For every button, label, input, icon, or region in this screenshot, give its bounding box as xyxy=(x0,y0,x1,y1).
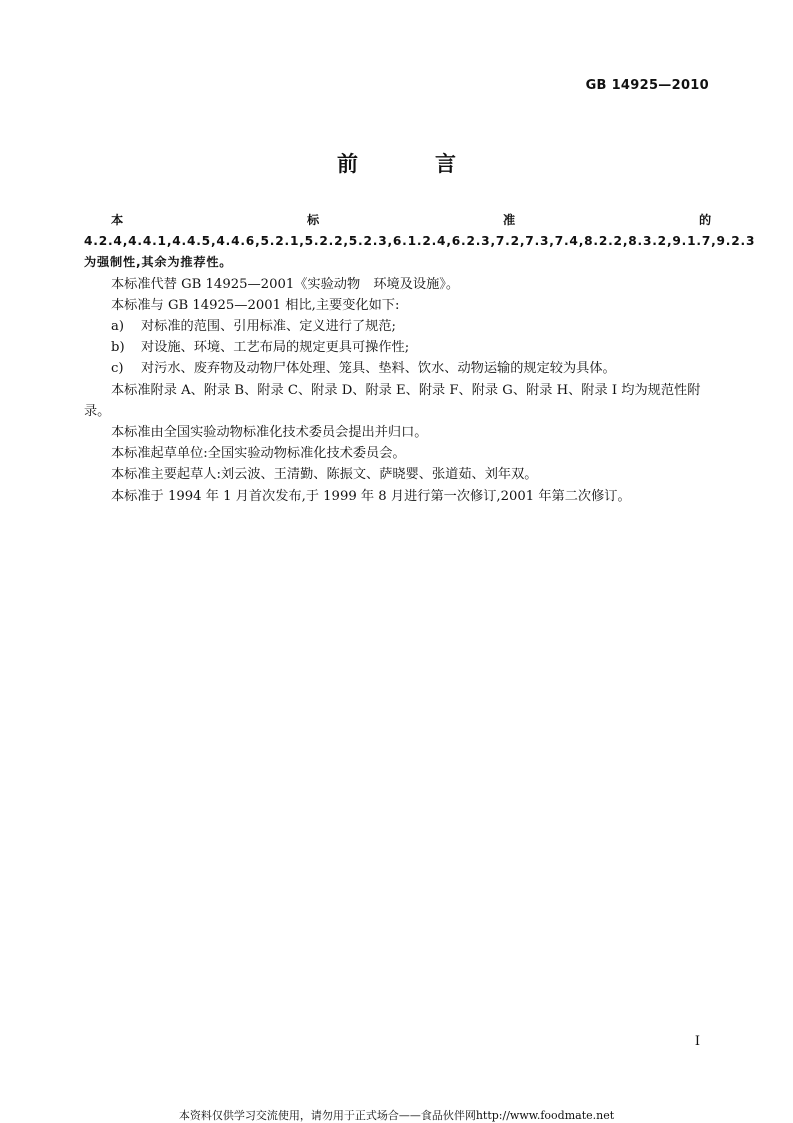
appendices-paragraph: 本标准附录 A、附录 B、附录 C、附录 D、附录 E、附录 F、附录 G、附录 H、附录 I 均为规范性附录。 xyxy=(84,382,701,419)
history-paragraph: 本标准于 1994 年 1 月首次发布,于 1999 年 8 月进行第一次修订,2001 年第二次修订。 xyxy=(111,488,631,504)
replaces-paragraph: 本标准代替 GB 14925—2001《实验动物 环境及设施》。 xyxy=(111,276,460,292)
list-marker: c) xyxy=(111,361,124,377)
proposed-by-paragraph: 本标准由全国实验动物标准化技术委员会提出并归口。 xyxy=(111,425,428,441)
list-text: 对污水、废弃物及动物尸体处理、笼具、垫料、饮水、动物运输的规定较为具体。 xyxy=(141,361,616,377)
mandatory-clauses-paragraph: 本标准的 4.2.4,4.4.1,4.4.5,4.4.6,5.2.1,5.2.2,5.2.3,6.1.2.4,6.2.3,7.2,7.3,7.4,8.2.2,8.3.2,9.1.7,9.2.3 为强制性,其余为推荐性。 xyxy=(84,213,756,270)
list-text: 对标准的范围、引用标准、定义进行了规范; xyxy=(141,319,397,335)
standard-code: GB 14925—2010 xyxy=(585,78,709,93)
change-item-a xyxy=(84,316,712,337)
page-title: 前 言 xyxy=(337,152,484,176)
change-item-b xyxy=(84,337,712,358)
foreword-body xyxy=(84,210,756,507)
drafting-unit-paragraph: 本标准起草单位:全国实验动物标准化技术委员会。 xyxy=(111,446,406,462)
changes-intro-paragraph: 本标准与 GB 14925—2001 相比,主要变化如下: xyxy=(111,297,400,313)
drafters-paragraph: 本标准主要起草人:刘云波、王清勤、陈振文、萨晓婴、张道茹、刘年双。 xyxy=(111,467,538,483)
list-marker: a) xyxy=(111,319,125,335)
change-item-c xyxy=(84,358,712,379)
list-marker: b) xyxy=(111,340,125,356)
list-text: 对设施、环境、工艺布局的规定更具可操作性; xyxy=(141,340,410,356)
footer-disclaimer: 本资料仅供学习交流使用，请勿用于正式场合——食品伙伴网http://www.foodmate.net xyxy=(178,1109,615,1122)
page-number: I xyxy=(694,1034,700,1049)
